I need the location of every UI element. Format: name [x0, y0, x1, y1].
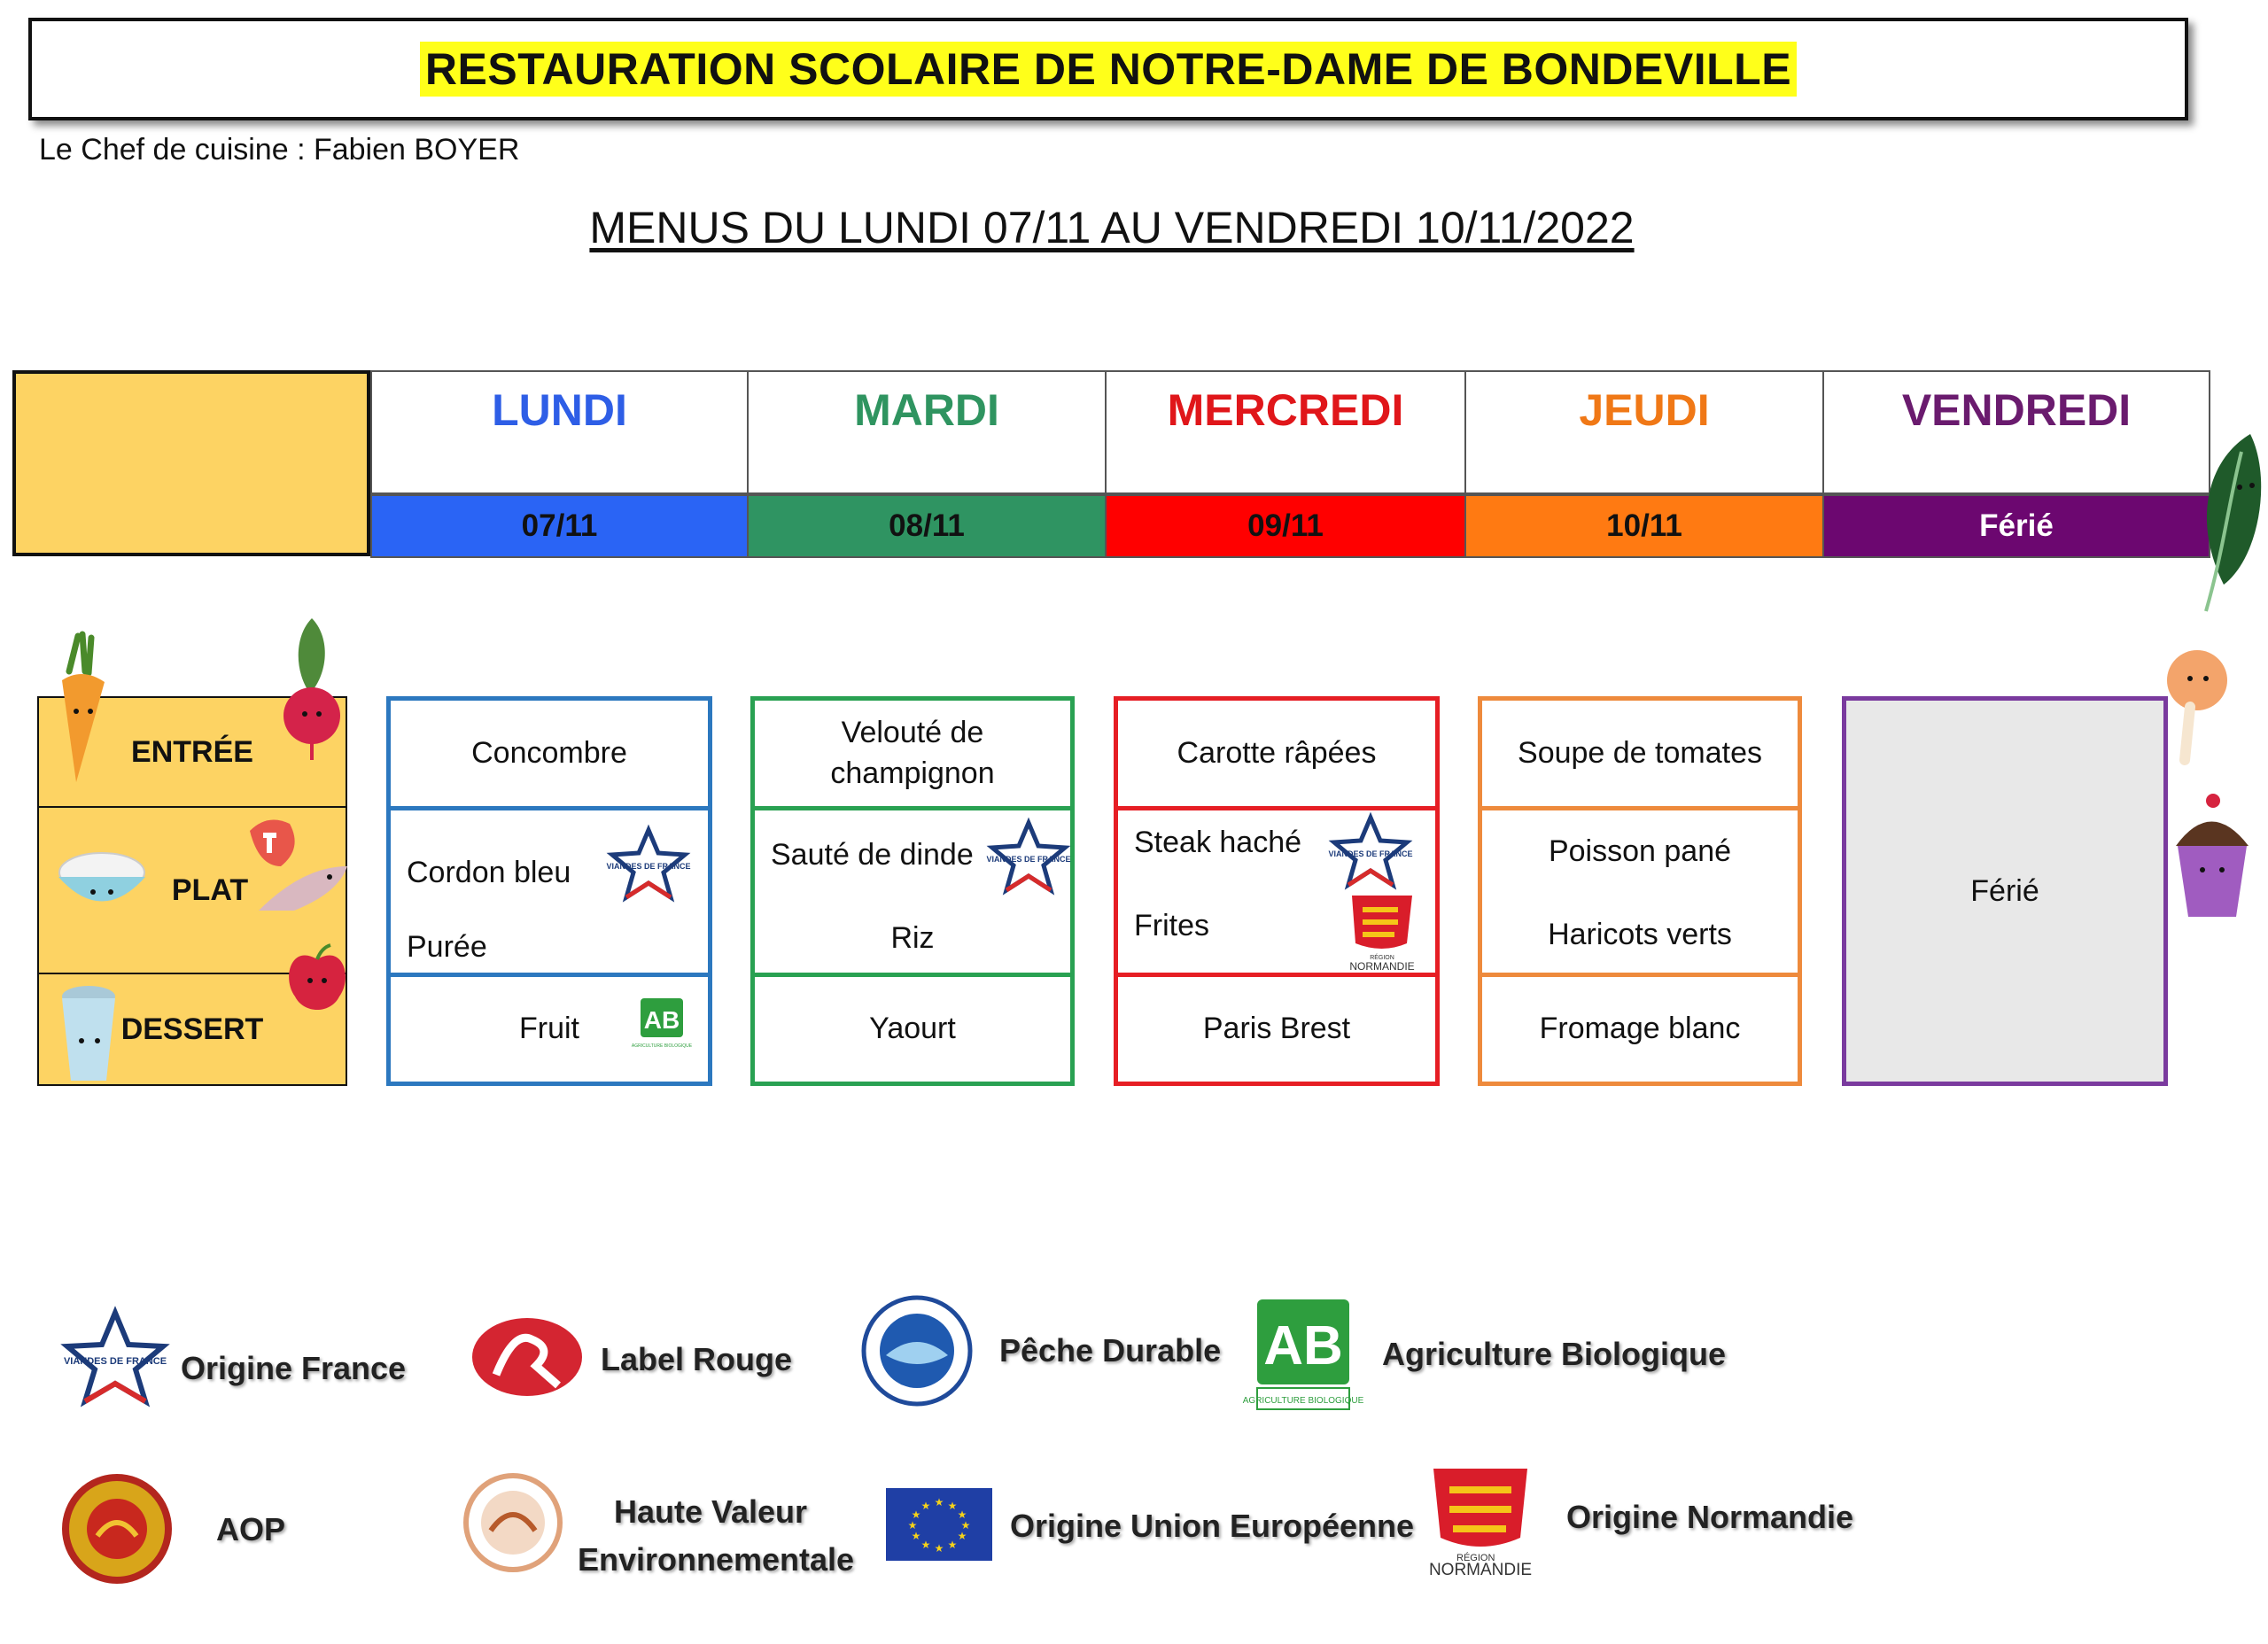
chef-line: Le Chef de cuisine : Fabien BOYER	[39, 133, 520, 167]
category-dessert: DESSERT	[37, 974, 347, 1086]
svg-text:VIANDES DE FRANCE: VIANDES DE FRANCE	[63, 1356, 167, 1367]
dessert-lundi: Fruit AB AGRICULTURE BIOLOGIQUE	[391, 977, 708, 1082]
svg-text:RÉGION: RÉGION	[1370, 955, 1394, 961]
dessert-mardi: Yaourt	[869, 1012, 956, 1046]
category-entree: ENTRÉE	[37, 696, 347, 808]
label-rouge-icon	[470, 1313, 585, 1401]
plat-mercredi-main: Steak haché	[1134, 826, 1302, 859]
category-plat: PLAT	[37, 808, 347, 974]
plat-mardi-side: Riz	[890, 921, 935, 955]
svg-text:VIANDES DE FRANCE: VIANDES DE FRANCE	[606, 862, 691, 871]
plat-mercredi-side: Frites	[1134, 909, 1209, 942]
menu-card-lundi	[386, 696, 712, 1086]
cupcake-icon	[2167, 788, 2256, 921]
day-date-vendredi: Férié	[1824, 494, 2210, 558]
entree-mercredi: Carotte râpées	[1118, 701, 1435, 810]
menu-card-mercredi	[1114, 696, 1440, 1086]
day-date-lundi: 07/11	[370, 494, 749, 558]
plat-jeudi	[1482, 810, 1798, 977]
plat-lundi-main: Cordon bleu	[407, 856, 571, 889]
agriculture-biologique-icon	[1242, 1297, 1364, 1412]
plat-lundi	[391, 810, 708, 977]
apple-icon	[282, 943, 353, 1019]
plat-lundi-side: Purée	[407, 930, 487, 964]
viandes-de-france-icon	[986, 819, 1071, 892]
week-title: MENUS DU LUNDI 07/11 AU VENDREDI 10/11/2022	[589, 203, 1635, 252]
corner-cell	[12, 370, 370, 556]
aop-icon	[62, 1474, 172, 1584]
day-name-mercredi: MERCREDI	[1107, 370, 1466, 494]
svg-text:★: ★	[957, 1530, 967, 1542]
radish-icon	[276, 609, 347, 760]
svg-text:★: ★	[911, 1508, 921, 1521]
meat-fish-icon	[241, 813, 356, 928]
viandes-de-france-icon	[1328, 814, 1413, 887]
entree-jeudi: Soupe de tomates	[1482, 701, 1798, 810]
svg-text:★: ★	[934, 1496, 944, 1508]
day-name-mardi: MARDI	[749, 370, 1107, 494]
day-name-vendredi: VENDREDI	[1824, 370, 2210, 494]
legend-peche-durable: Pêche Durable	[999, 1332, 1222, 1369]
svg-text:★: ★	[907, 1519, 918, 1532]
legend-aop: AOP	[216, 1511, 286, 1547]
legend-agriculture-biologique: Agriculture Biologique	[1382, 1336, 1727, 1372]
svg-text:AB: AB	[1263, 1315, 1343, 1376]
dessert-mercredi: Paris Brest	[1202, 1012, 1351, 1046]
svg-text:VIANDES DE FRANCE: VIANDES DE FRANCE	[1328, 849, 1413, 858]
legend-hve: Haute Valeur Environnementale	[578, 1493, 855, 1578]
peche-durable-icon	[859, 1293, 975, 1408]
svg-text:★: ★	[920, 1500, 931, 1512]
spinach-leaf-icon	[2188, 425, 2268, 620]
menu-card-jeudi	[1478, 696, 1802, 1086]
origine-france-icon	[62, 1307, 168, 1407]
svg-text:NORMANDIE: NORMANDIE	[1349, 960, 1415, 973]
svg-text:AGRICULTURE BIOLOGIQUE: AGRICULTURE BIOLOGIQUE	[631, 1043, 693, 1049]
plat-jeudi-side: Haricots verts	[1548, 918, 1732, 951]
normandie-logo-icon	[1336, 892, 1428, 972]
origine-normandie-icon	[1414, 1463, 1547, 1578]
svg-text:★: ★	[934, 1542, 944, 1555]
rice-bowl-icon	[53, 846, 151, 917]
day-name-lundi: LUNDI	[370, 370, 749, 494]
title-box	[28, 18, 2188, 120]
ferie-label: Férié	[1970, 873, 2039, 908]
svg-text:RÉGION: RÉGION	[1456, 1553, 1495, 1563]
yogurt-icon	[53, 979, 124, 1085]
legend-origine-normandie: Origine Normandie	[1566, 1499, 1854, 1535]
plat-jeudi-main: Poisson pané	[1548, 834, 1732, 868]
svg-text:★: ★	[947, 1539, 958, 1551]
day-date-mercredi: 09/11	[1107, 494, 1466, 558]
svg-text:NORMANDIE: NORMANDIE	[1428, 1561, 1533, 1579]
svg-text:AB: AB	[643, 1006, 680, 1034]
dessert-jeudi: Fromage blanc	[1539, 1012, 1741, 1046]
svg-text:★: ★	[960, 1519, 971, 1532]
viandes-de-france-icon	[606, 826, 691, 899]
plat-mardi-main: Sauté de dinde	[771, 838, 974, 872]
haute-valeur-environnementale-icon	[462, 1472, 563, 1573]
plat-mardi	[755, 810, 1070, 977]
menu-card-vendredi	[1842, 696, 2168, 1086]
svg-text:★: ★	[911, 1530, 921, 1542]
legend-label-rouge: Label Rouge	[601, 1341, 793, 1377]
svg-text:★: ★	[920, 1539, 931, 1551]
legend-origine-france: Origine France	[181, 1350, 407, 1386]
day-date-jeudi: 10/11	[1466, 494, 1824, 558]
ab-logo-icon	[631, 996, 693, 1051]
entree-lundi: Concombre	[391, 701, 708, 810]
svg-text:★: ★	[947, 1500, 958, 1512]
day-date-mardi: 08/11	[749, 494, 1107, 558]
day-name-jeudi: JEUDI	[1466, 370, 1824, 494]
svg-text:VIANDES DE FRANCE: VIANDES DE FRANCE	[986, 855, 1071, 864]
svg-text:AGRICULTURE BIOLOGIQUE: AGRICULTURE BIOLOGIQUE	[1242, 1396, 1364, 1406]
page-title: RESTAURATION SCOLAIRE DE NOTRE-DAME DE BONDEVILLE	[420, 42, 1797, 97]
legend-origine-ue: Origine Union Européenne	[1010, 1508, 1415, 1544]
menu-card-mardi	[750, 696, 1075, 1086]
drumstick-icon	[2162, 645, 2233, 778]
eu-flag-icon	[886, 1488, 992, 1561]
plat-mercredi	[1118, 810, 1435, 977]
svg-text:★: ★	[957, 1508, 967, 1521]
entree-mardi: Velouté de champignon	[755, 701, 1070, 810]
carrot-icon	[51, 627, 113, 787]
